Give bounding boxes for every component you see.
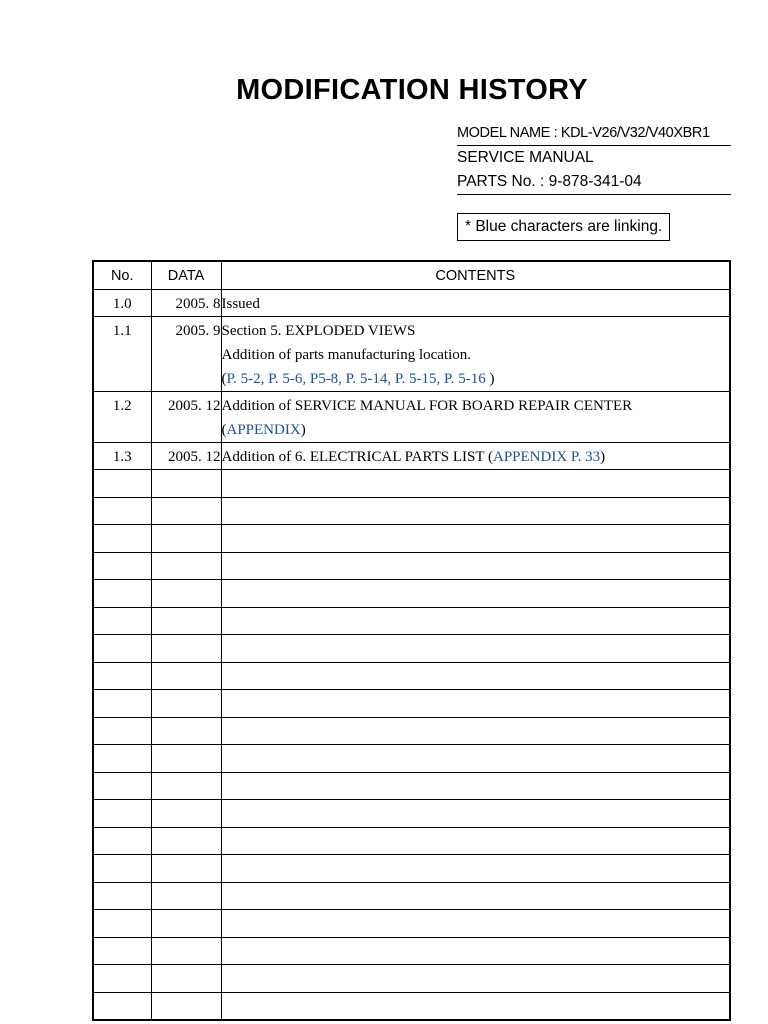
header-contents: CONTENTS: [221, 261, 730, 290]
empty-cell: [221, 717, 730, 745]
empty-row: [93, 772, 730, 800]
empty-cell: [221, 855, 730, 883]
table-row: [93, 392, 730, 443]
contents-line: [222, 418, 730, 442]
empty-row: [93, 662, 730, 690]
empty-cell: [151, 580, 221, 608]
row-date: [151, 317, 221, 392]
contents-line: [222, 343, 730, 367]
link-note: * Blue characters are linking.: [457, 213, 670, 241]
row-date: [151, 443, 221, 470]
contents-text: ): [485, 371, 495, 387]
table-header-row: [93, 261, 730, 290]
empty-row: [93, 497, 730, 525]
empty-cell: [93, 745, 151, 773]
contents-text: Addition of SERVICE MANUAL FOR BOARD REPAIR CENTER: [221, 398, 633, 414]
row-contents: [221, 317, 730, 392]
empty-row: [93, 855, 730, 883]
contents-text: Section 5. EXPLODED VIEWS: [221, 323, 416, 339]
empty-cell: [151, 552, 221, 580]
contents-text: (: [221, 371, 227, 387]
empty-cell: [221, 690, 730, 718]
empty-cell: [151, 910, 221, 938]
empty-cell: [151, 882, 221, 910]
empty-cell: [151, 607, 221, 635]
contents-text: ): [600, 449, 606, 465]
empty-cell: [93, 662, 151, 690]
contents-line: [222, 367, 730, 391]
empty-cell: [93, 965, 151, 993]
empty-row: [93, 882, 730, 910]
empty-cell: [221, 800, 730, 828]
empty-cell: [151, 525, 221, 553]
row-number-text: 1.3: [112, 449, 132, 465]
empty-row: [93, 992, 730, 1020]
empty-row: [93, 580, 730, 608]
document-meta: [457, 121, 731, 195]
table-row: [93, 317, 730, 392]
row-contents: [221, 392, 730, 443]
empty-cell: [151, 717, 221, 745]
empty-cell: [221, 910, 730, 938]
row-number: [93, 290, 151, 317]
empty-cell: [93, 910, 151, 938]
empty-cell: [151, 855, 221, 883]
row-number-text: 1.1: [112, 323, 132, 339]
empty-cell: [221, 827, 730, 855]
empty-cell: [151, 497, 221, 525]
table-row: [93, 290, 730, 317]
modification-history-table: [92, 260, 731, 1021]
row-number: [93, 392, 151, 443]
empty-cell: [221, 965, 730, 993]
page-link[interactable]: APPENDIX P. 33: [492, 449, 601, 465]
row-number-text: 1.2: [112, 398, 132, 414]
page-link[interactable]: APPENDIX: [226, 422, 301, 438]
empty-cell: [221, 552, 730, 580]
empty-cell: [151, 690, 221, 718]
header-no: No.: [93, 261, 151, 290]
row-date-text: 2005. 8: [175, 296, 221, 312]
empty-cell: [151, 937, 221, 965]
contents-line: [222, 445, 730, 469]
table-body: [93, 290, 730, 1021]
empty-cell: [151, 827, 221, 855]
empty-cell: [221, 470, 730, 498]
row-date-text: 2005. 12: [168, 398, 221, 414]
empty-cell: [151, 992, 221, 1020]
empty-row: [93, 635, 730, 663]
row-contents: [221, 290, 730, 317]
contents-text: (: [221, 422, 227, 438]
empty-row: [93, 965, 730, 993]
empty-cell: [93, 800, 151, 828]
contents-text: Addition of parts manufacturing location.: [221, 347, 472, 363]
empty-cell: [221, 497, 730, 525]
table-row: [93, 443, 730, 470]
empty-cell: [221, 937, 730, 965]
empty-cell: [93, 882, 151, 910]
empty-cell: [93, 992, 151, 1020]
row-number-text: 1.0: [112, 296, 132, 312]
empty-row: [93, 717, 730, 745]
header-date: DATA: [151, 261, 221, 290]
empty-cell: [93, 635, 151, 663]
empty-cell: [93, 690, 151, 718]
contents-text: ): [300, 422, 306, 438]
empty-cell: [221, 772, 730, 800]
model-name: MODEL NAME : KDL-V26/V32/V40XBR1: [457, 121, 731, 146]
empty-cell: [93, 580, 151, 608]
contents-line: [222, 319, 730, 343]
empty-cell: [151, 635, 221, 663]
contents-line: [222, 394, 730, 418]
empty-row: [93, 800, 730, 828]
empty-cell: [151, 965, 221, 993]
empty-cell: [221, 882, 730, 910]
row-number: [93, 317, 151, 392]
row-number: [93, 443, 151, 470]
parts-number: PARTS No. : 9-878-341-04: [457, 170, 731, 195]
empty-row: [93, 470, 730, 498]
row-date: [151, 392, 221, 443]
empty-row: [93, 525, 730, 553]
contents-text: Issued: [221, 296, 260, 312]
empty-cell: [151, 662, 221, 690]
empty-cell: [151, 772, 221, 800]
empty-row: [93, 937, 730, 965]
empty-cell: [93, 827, 151, 855]
page-title: MODIFICATION HISTORY: [236, 74, 588, 106]
empty-row: [93, 827, 730, 855]
empty-row: [93, 910, 730, 938]
empty-cell: [93, 717, 151, 745]
empty-cell: [221, 992, 730, 1020]
empty-cell: [151, 470, 221, 498]
empty-cell: [221, 607, 730, 635]
contents-text: Addition of 6. ELECTRICAL PARTS LIST (: [221, 449, 493, 465]
empty-cell: [221, 745, 730, 773]
page-link[interactable]: P. 5-2, P. 5-6, P5-8, P. 5-14, P. 5-15, P. 5-16: [226, 371, 486, 387]
empty-row: [93, 552, 730, 580]
empty-cell: [93, 855, 151, 883]
empty-cell: [151, 800, 221, 828]
empty-cell: [221, 580, 730, 608]
row-date-text: 2005. 12: [168, 449, 221, 465]
empty-cell: [93, 525, 151, 553]
empty-cell: [93, 552, 151, 580]
empty-row: [93, 690, 730, 718]
empty-cell: [221, 662, 730, 690]
empty-row: [93, 745, 730, 773]
empty-cell: [93, 497, 151, 525]
service-manual-label: SERVICE MANUAL: [457, 149, 594, 166]
contents-line: [222, 292, 730, 316]
empty-cell: [93, 470, 151, 498]
empty-cell: [151, 745, 221, 773]
empty-cell: [221, 525, 730, 553]
empty-cell: [93, 772, 151, 800]
empty-cell: [93, 937, 151, 965]
row-date-text: 2005. 9: [175, 323, 221, 339]
empty-cell: [93, 607, 151, 635]
row-date: [151, 290, 221, 317]
row-contents: [221, 443, 730, 470]
empty-cell: [221, 635, 730, 663]
empty-row: [93, 607, 730, 635]
